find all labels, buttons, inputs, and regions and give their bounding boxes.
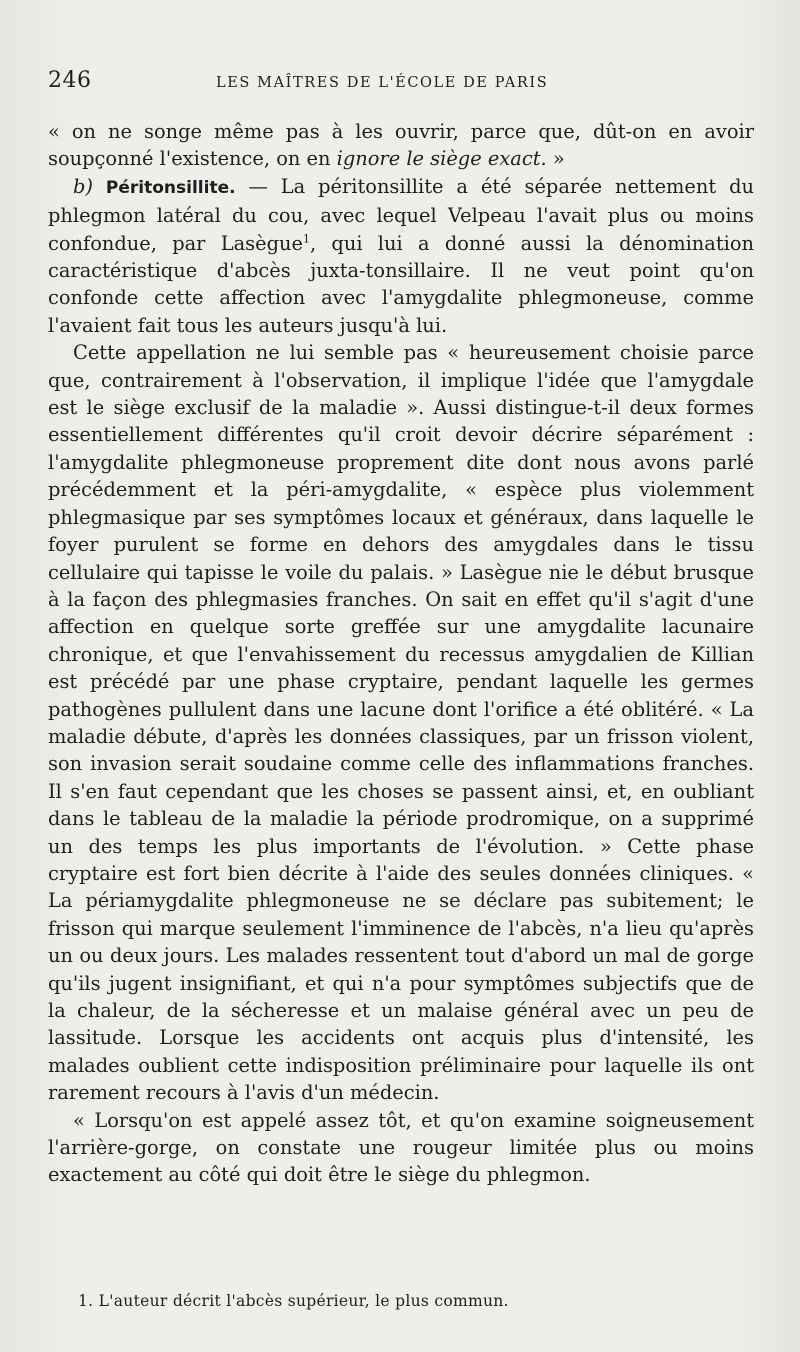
- footnote: 1. L'auteur décrit l'abcès supérieur, le plus commun.: [78, 1292, 509, 1310]
- page-header: [48, 68, 754, 104]
- paragraph-quote-continuation: [48, 118, 754, 173]
- text-run: « on ne songe même pas à les ouvrir, parce que, dût-on en avoir soupçonné l'existence, on en: [48, 120, 754, 171]
- section-heading: Péritonsillite.: [105, 177, 236, 198]
- text-run: »: [546, 147, 565, 171]
- text-run: — La péritonsillite a été séparée nettement du phlegmon latéral du cou, avec lequel Velpeau l'avait plus ou moins confondue, par Lasègue: [48, 174, 755, 255]
- body-text: [48, 118, 754, 1189]
- page-number: 246: [48, 68, 92, 93]
- text-run: , qui lui a donné aussi la dénomination caractéristique d'abcès juxta-tonsillaire. Il ne veut point qu'on confonde cette affection avec l'amygdalite phlegmoneuse, comme l'avaient fait tous les auteurs jusqu'à lui.: [48, 231, 754, 337]
- footnote-reference: 1: [302, 232, 310, 246]
- paragraph-peritonsillite: [48, 173, 754, 339]
- running-title: LES MAÎTRES DE L'ÉCOLE DE PARIS: [216, 75, 549, 91]
- section-letter: b): [73, 174, 93, 198]
- paragraph-appellation: Cette appellation ne lui semble pas « heureusement choisie parce que, contrairement à l'observation, il implique l'idée que l'amygdale est le siège exclusif de la maladie ». Aussi distingue-t-il deux formes essentiellement différentes qu'il croit devoir décrire séparément : l'amygdalite phlegmoneuse proprement dite dont nous avons parlé précédemment et la péri-amygdalite, « espèce plus violemment phlegmasique par ses symptômes locaux et généraux, dans laquelle le foyer purulent se forme en dehors des amygdales dans le tissu cellulaire qui tapisse le voile du palais. » Lasègue nie le début brusque à la façon des phlegmasies franches. On sait en effet qu'il s'agit d'une affection en quelque sorte greffée sur une amygdalite lacunaire chronique, et que l'envahissement du recessus amygdalien de Killian est précédé par une phase cryptaire, pendant laquelle les germes pathogènes pullulent dans une lacune dont l'orifice a été oblitéré. « La maladie débute, d'après les données classiques, par un frisson violent, son invasion serait soudaine comme celle des inflammations franches. Il s'en faut cependant que les choses se passent ainsi, et, en oubliant dans le tableau de la maladie la période prodromique, on a supprimé un des temps les plus importants de l'évolution. » Cette phase cryptaire est fort bien décrite à l'aide des seules données cliniques. « La périamygdalite phlegmoneuse ne se déclare pas subitement; le frisson qui marque seulement l'imminence de l'abcès, n'a lieu qu'après un ou deux jours. Les malades ressentent tout d'abord un mal de gorge qu'ils jugent insignifiant, et qui n'a pour symptômes subjectifs que de la chaleur, de la sécheresse et un malaise général avec un peu de lassitude. Lorsque les accidents ont acquis plus d'intensité, les malades oublient cette indisposition préliminaire pour laquelle ils ont rarement recours à l'avis d'un médecin.: [48, 341, 754, 1105]
- italic-phrase: ignore le siège exact.: [336, 147, 547, 171]
- paragraph-examination: « Lorsqu'on est appelé assez tôt, et qu'on examine soigneusement l'arrière-gorge, on constate une rougeur limitée plus ou moins exactement au côté qui doit être le siège du phlegmon.: [48, 1108, 754, 1187]
